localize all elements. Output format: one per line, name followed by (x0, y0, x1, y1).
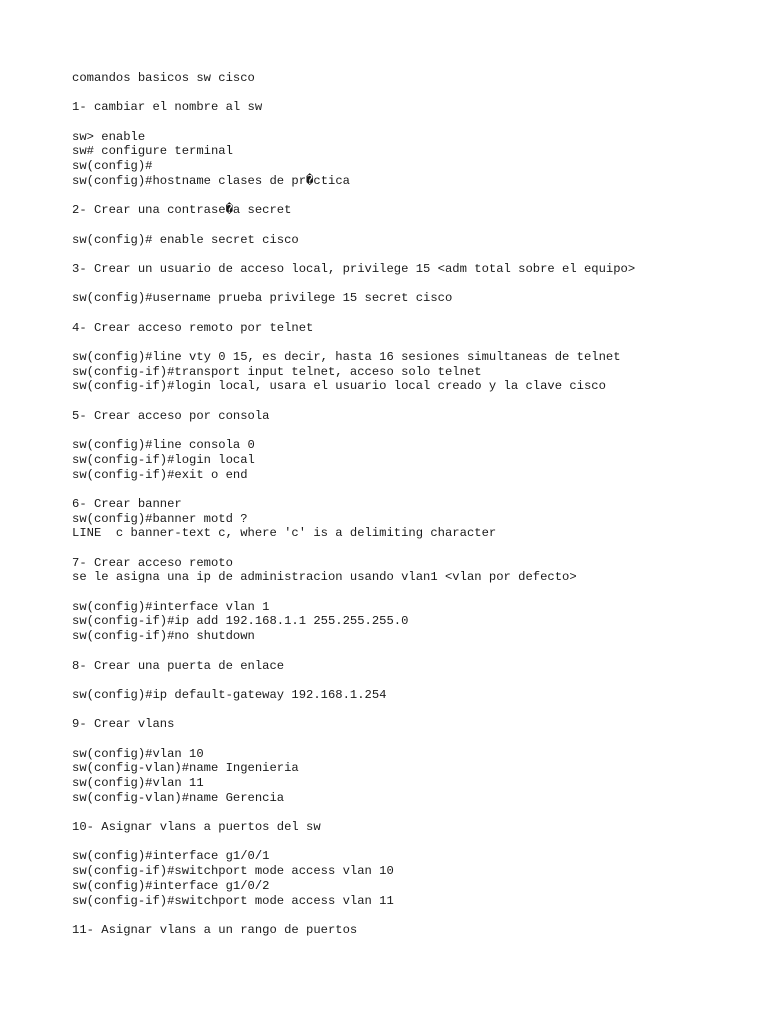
command-line: sw(config-if)#switchport mode access vlan 11 (72, 893, 394, 908)
command-line: sw(config)# (72, 159, 153, 174)
blank-line (72, 835, 752, 850)
blank-line (72, 115, 752, 130)
blank-line (72, 394, 752, 409)
section-heading-7: 7- Crear acceso remoto (72, 555, 233, 570)
command-line: sw(config-if)#transport input telnet, acceso solo telnet (72, 364, 482, 379)
command-line: sw(config)#username prueba privilege 15 secret cisco (72, 291, 453, 306)
command-line: sw(config)#hostname clases de pr�ctica (72, 173, 350, 188)
description-line: se le asigna una ip de administracion usando vlan1 <vlan por defecto> (72, 570, 577, 585)
command-line: sw> enable (72, 129, 146, 144)
command-line: sw(config-vlan)#name Gerencia (72, 790, 285, 805)
command-line: sw(config-if)#exit o end (72, 467, 248, 482)
command-line: sw(config-if)#login local (72, 452, 255, 467)
command-line: sw(config)#interface vlan 1 (72, 599, 270, 614)
section-heading-3: 3- Crear un usuario de acceso local, privilege 15 <adm total sobre el equipo> (72, 261, 636, 276)
blank-line (72, 86, 752, 101)
command-line: sw(config-if)#switchport mode access vlan 10 (72, 864, 394, 879)
command-line: sw(config)#line consola 0 (72, 438, 255, 453)
command-line: sw(config-if)#login local, usara el usuario local creado y la clave cisco (72, 379, 606, 394)
command-line: sw(config-if)#no shutdown (72, 629, 255, 644)
blank-line (72, 732, 752, 747)
blank-line (72, 247, 752, 262)
command-line: LINE c banner-text c, where 'c' is a delimiting character (72, 526, 497, 541)
document-title: comandos basicos sw cisco (72, 71, 255, 85)
command-line: sw(config)#vlan 10 (72, 746, 204, 761)
section-heading-9: 9- Crear vlans (72, 717, 175, 732)
blank-line (72, 541, 752, 556)
blank-line (72, 908, 752, 923)
section-heading-2: 2- Crear una contrase�a secret (72, 203, 292, 218)
command-line: sw# configure terminal (72, 144, 233, 159)
section-heading-11: 11- Asignar vlans a un rango de puertos (72, 922, 358, 937)
blank-line (72, 482, 752, 497)
blank-line (72, 703, 752, 718)
command-line: sw(config)# enable secret cisco (72, 232, 299, 247)
command-line: sw(config)#interface g1/0/2 (72, 878, 270, 893)
command-line: sw(config)#ip default-gateway 192.168.1.254 (72, 687, 387, 702)
blank-line (72, 424, 752, 439)
blank-line (72, 218, 752, 233)
blank-line (72, 644, 752, 659)
command-line: sw(config)#vlan 11 (72, 776, 204, 790)
command-line: sw(config)#line vty 0 15, es decir, hasta 16 sesiones simultaneas de telnet (72, 350, 621, 365)
section-heading-4: 4- Crear acceso remoto por telnet (72, 320, 314, 335)
command-line: sw(config)#interface g1/0/1 (72, 849, 270, 864)
command-line: sw(config)#banner motd ? (72, 511, 248, 526)
section-heading-10: 10- Asignar vlans a puertos del sw (72, 820, 321, 835)
blank-line (72, 277, 752, 292)
section-heading-5: 5- Crear acceso por consola (72, 408, 270, 423)
document-page (72, 71, 752, 938)
command-line: sw(config-if)#ip add 192.168.1.1 255.255.255.0 (72, 614, 409, 629)
command-line: sw(config-vlan)#name Ingenieria (72, 761, 299, 776)
section-heading-8: 8- Crear una puerta de enlace (72, 658, 285, 673)
blank-line (72, 805, 752, 820)
blank-line (72, 585, 752, 600)
section-heading-6: 6- Crear banner (72, 496, 182, 511)
blank-line (72, 335, 752, 350)
section-heading-1: 1- cambiar el nombre al sw (72, 100, 263, 115)
blank-line (72, 306, 752, 321)
blank-line (72, 673, 752, 688)
blank-line (72, 189, 752, 204)
